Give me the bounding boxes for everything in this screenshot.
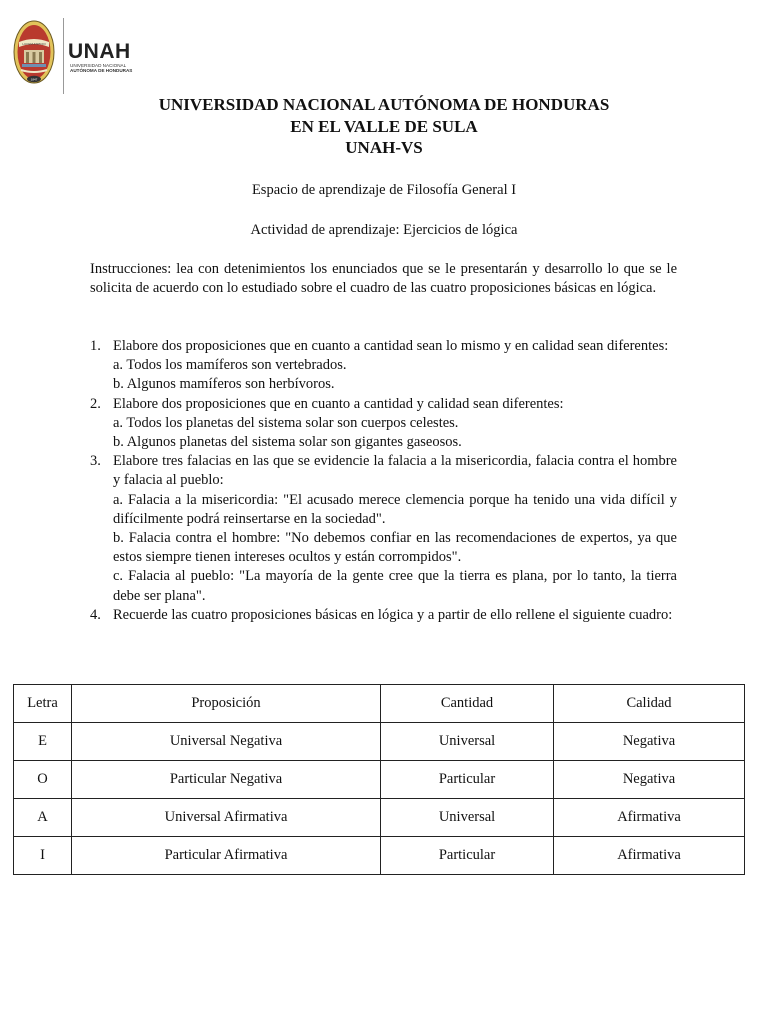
question-text: Elabore tres falacias en las que se evidencie la falacia a la misericordia, falacia contra el hombre y falacia al pueblo:: [113, 453, 677, 489]
answer-line: c. Falacia al pueblo: "La mayoría de la gente cree que la tierra es plana, por lo tanto, la tierra debe ser plana".: [113, 568, 677, 604]
question-item: [90, 606, 677, 625]
logo-divider: [63, 18, 64, 94]
table-header-cell: Proposición: [72, 685, 381, 723]
table-cell: Negativa: [554, 723, 745, 761]
answer-line: a. Falacia a la misericordia: "El acusado merece clemencia porque ha tenido una vida difícil y difícilmente podrá reinsertarse en la sociedad".: [113, 491, 677, 527]
question-text: Elabore dos proposiciones que en cuanto a cantidad sean lo mismo y en calidad sean diferentes:: [113, 338, 669, 354]
heading-line3: UNAH-VS: [345, 138, 423, 157]
table-cell: A: [14, 799, 72, 837]
question-number: 2.: [90, 395, 101, 412]
question-item: [90, 452, 677, 606]
table-cell: Particular Negativa: [72, 761, 381, 799]
table-cell: Universal: [381, 799, 554, 837]
logo-subtitle-line2: AUTÓNOMA DE HONDURAS: [70, 68, 133, 73]
question-text: Recuerde las cuatro proposiciones básicas en lógica y a partir de ello rellene el siguiente cuadro:: [113, 606, 673, 623]
university-heading: [0, 94, 768, 159]
heading-line2: EN EL VALLE DE SULA: [290, 116, 478, 136]
table-cell: I: [14, 837, 72, 875]
table-cell: O: [14, 761, 72, 799]
logo-subtitle: [70, 63, 132, 73]
table-row: [14, 761, 745, 799]
university-seal-icon: [13, 20, 55, 84]
answer-line: b. Falacia contra el hombre: "No debemos confiar en las recomendaciones de expertos, ya que estos siempre tienen intereses ocultos y están corrompidos".: [113, 530, 677, 566]
propositions-table: [13, 684, 745, 875]
unah-logo: [13, 18, 153, 94]
question-number: 3.: [90, 453, 101, 470]
table-cell: Universal Afirmativa: [72, 799, 381, 837]
question-text: Elabore dos proposiciones que en cuanto a cantidad y calidad sean diferentes:: [113, 395, 564, 412]
table-cell: Afirmativa: [554, 837, 745, 875]
table-cell: Negativa: [554, 761, 745, 799]
logo-subtitle-line1: UNIVERSIDAD NACIONAL: [70, 63, 127, 68]
question-number: 4.: [90, 606, 101, 623]
questions-list: [90, 337, 677, 625]
table-cell: Afirmativa: [554, 799, 745, 837]
question-number: 1.: [90, 338, 101, 354]
table-cell: Universal Negativa: [72, 723, 381, 761]
table-cell: Universal: [381, 723, 554, 761]
instructions-paragraph: Instrucciones: lea con detenimientos los enunciados que se le presentarán y desarrollo lo que se le solicita de acuerdo con lo estudiado sobre el cuadro de las cuatro proposiciones básicas en lógica.: [90, 261, 677, 297]
answer-line: a. Todos los planetas del sistema solar son cuerpos celestes.: [113, 414, 459, 431]
course-title: Espacio de aprendizaje de Filosofía General I: [251, 182, 517, 198]
heading-line1: UNIVERSIDAD NACIONAL AUTÓNOMA DE HONDURAS: [158, 95, 610, 114]
table-header-cell: Cantidad: [381, 685, 554, 723]
table-cell: Particular Afirmativa: [72, 837, 381, 875]
table-header-row: [14, 685, 745, 723]
table-header-cell: Calidad: [554, 685, 745, 723]
table-row: [14, 723, 745, 761]
answer-line: b. Algunos planetas del sistema solar son gigantes gaseosos.: [113, 434, 462, 451]
question-item: [90, 395, 677, 453]
table-row: [14, 837, 745, 875]
table-cell: Particular: [381, 837, 554, 875]
question-item: [90, 337, 677, 395]
answer-line: b. Algunos mamíferos son herbívoros.: [113, 376, 335, 393]
table-cell: Particular: [381, 761, 554, 799]
activity-title: Actividad de aprendizaje: Ejercicios de lógica: [250, 222, 518, 238]
table-row: [14, 799, 745, 837]
logo-wordmark: UNAH: [68, 40, 131, 63]
seal-banner-text: LUCEM ASPICIO: [22, 42, 46, 46]
seal-year-text: 1847: [30, 77, 38, 82]
answer-line: a. Todos los mamíferos son vertebrados.: [113, 357, 347, 374]
table-header-cell: Letra: [14, 685, 72, 723]
table-cell: E: [14, 723, 72, 761]
